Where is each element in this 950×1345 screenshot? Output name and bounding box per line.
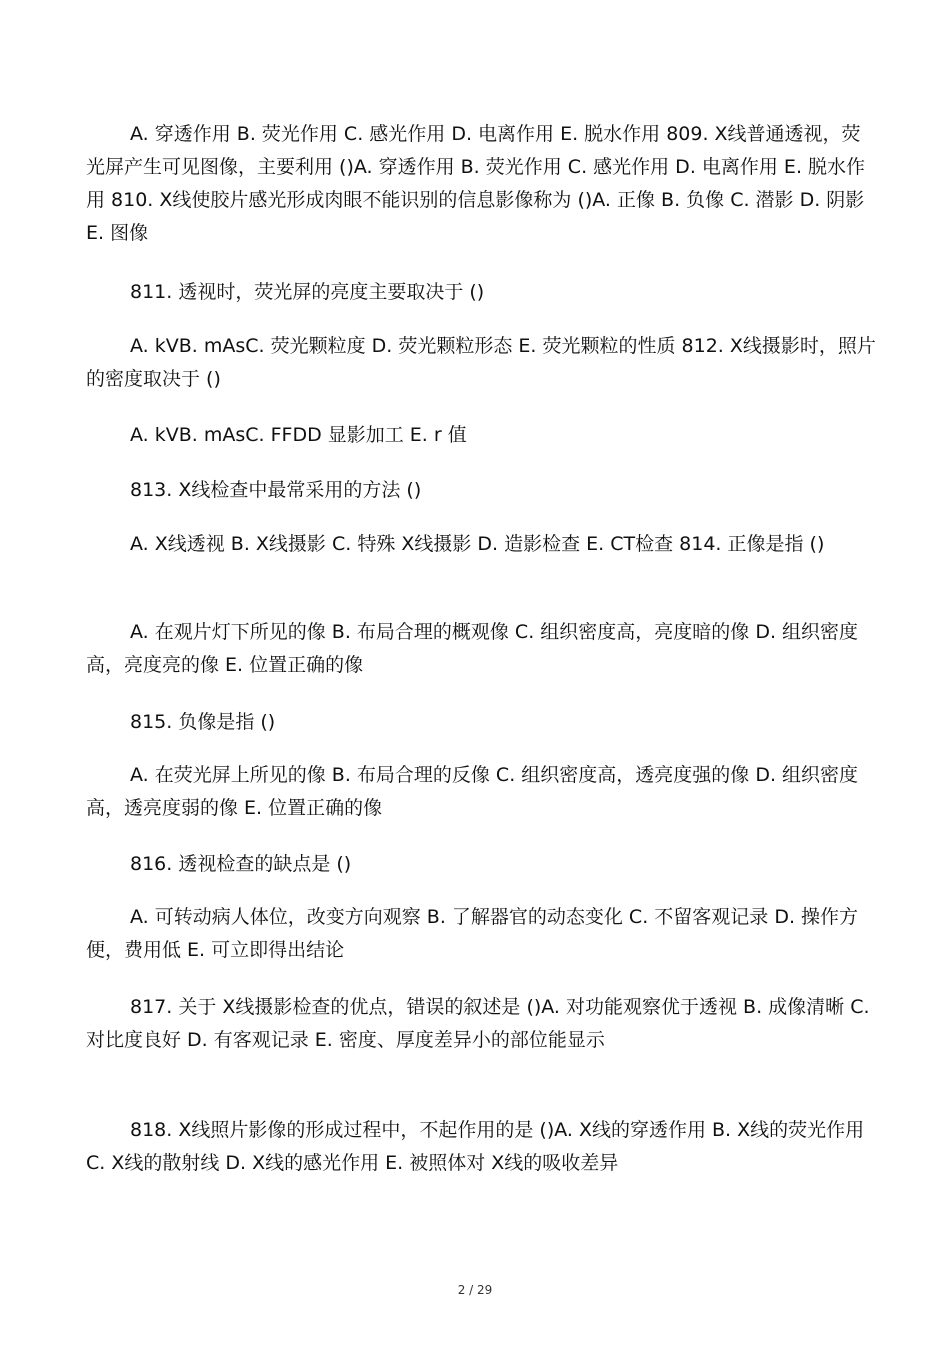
paragraph-q811: 811. 透视时，荧光屏的亮度主要取决于 (): [130, 281, 485, 303]
paragraph-q815-options: A. 在荧光屏上所见的像 B. 布局合理的反像 C. 组织密度高，透亮度强的像 D. 组织密度高，透亮度弱的像 E. 位置正确的像: [86, 764, 859, 819]
paragraph-q813-814: A. X线透视 B. X线摄影 C. 特殊 X线摄影 D. 造影检查 E. CT检查 814. 正像是指 (): [130, 533, 825, 555]
paragraph-q818: 818. X线照片影像的形成过程中，不起作用的是 ()A. X线的穿透作用 B. X线的荧光作用 C. X线的散射线 D. X线的感光作用 E. 被照体对 X线的吸收差异: [86, 1119, 865, 1174]
paragraph-q817: 817. 关于 X线摄影检查的优点，错误的叙述是 ()A. 对功能观察优于透视 B. 成像清晰 C. 对比度良好 D. 有客观记录 E. 密度、厚度差异小的部位能显示: [86, 996, 870, 1051]
paragraph-q812-options: A. kVB. mAsC. FFDD 显影加工 E. r 值: [130, 424, 467, 446]
paragraph-q813: 813. X线检查中最常采用的方法 (): [130, 479, 422, 501]
page-number: 2 / 29: [457, 1283, 493, 1297]
paragraph-q808-810: A. 穿透作用 B. 荧光作用 C. 感光作用 D. 电离作用 E. 脱水作用 809. X线普通透视，荧光屏产生可见图像，主要利用 ()A. 穿透作用 B. 荧光作用 C. 感光作用 D. 电离作用 E. 脱水作用 810. X线使胶片感光形成肉眼不能识别的信息影像称为 ()A. 正像 B. 负像 C. 潜影 D. 阴影 E. 图像: [86, 123, 866, 244]
paragraph-q814-options: A. 在观片灯下所见的像 B. 布局合理的概观像 C. 组织密度高，亮度暗的像 D. 组织密度高，亮度亮的像 E. 位置正确的像: [86, 621, 859, 676]
paragraph-q811-812: A. kVB. mAsC. 荧光颗粒度 D. 荧光颗粒形态 E. 荧光颗粒的性质 812. X线摄影时，照片的密度取决于 (): [86, 335, 876, 390]
paragraph-q816-options: A. 可转动病人体位，改变方向观察 B. 了解器官的动态变化 C. 不留客观记录 D. 操作方便，费用低 E. 可立即得出结论: [86, 906, 859, 961]
paragraph-q816: 816. 透视检查的缺点是 (): [130, 853, 352, 875]
paragraph-q815: 815. 负像是指 (): [130, 711, 276, 733]
